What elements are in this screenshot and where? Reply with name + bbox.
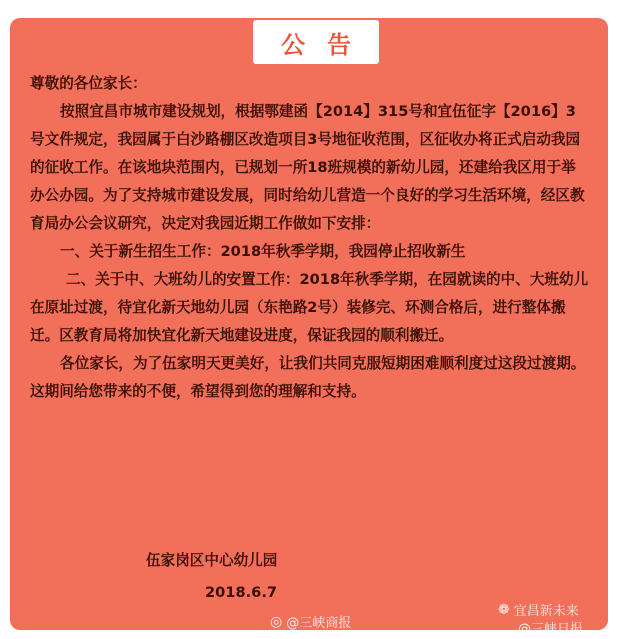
item-enrollment: 一、关于新生招生工作：2018年秋季学期，我园停止招收新生 (60, 243, 466, 260)
wechat-watermark (498, 600, 579, 619)
notice-date: 2018.6.7 (205, 584, 278, 601)
notice-title: 公告 (253, 20, 379, 64)
signature: 伍家岗区中心幼儿园 (146, 552, 278, 569)
weibo-watermark-right-text: @三峡日报 (518, 622, 584, 637)
wechat-watermark-text: 宜昌新未来 (513, 604, 579, 619)
notice-body (30, 70, 590, 406)
weibo-watermark-text: @三峡商报 (286, 616, 352, 631)
weibo-watermark-right (518, 618, 583, 637)
paragraph-main: 按照宜昌市城市建设规划，根据鄂建函【2014】315号和宜伍征字【2016】3号文件规定，我园属于白沙路棚区改造项目3号地征收范围，区征收办将正式启动我园的征收工作。在该地块范围内，已规划一所18班规模的新幼儿园，还建给我区用于举办公办园。为了支持城市建设发展，同时给幼儿营造一个良好的学习生活环境，经区教育局办公会议研究，决定对我园近期工作做如下安排： (30, 103, 585, 232)
closing-paragraph: 各位家长，为了伍家明天更美好，让我们共同克服短期困难顺利度过这段过渡期。这期间给您带来的不便，希望得到您的理解和支持。 (30, 355, 586, 400)
greeting: 尊敬的各位家长： (30, 75, 147, 92)
item-placement: 二、关于中、大班幼儿的安置工作：2018年秋季学期，在园就读的中、大班幼儿在原址过渡，待宜化新天地幼儿园（东艳路2号）装修完、环测合格后，进行整体搬迁。区教育局将加快宜化新天地建设进度，保证我园的顺利搬迁。 (30, 271, 589, 344)
weibo-icon: ◎ (270, 613, 283, 630)
weibo-watermark-left (270, 612, 351, 631)
wechat-icon: ❁ (498, 601, 510, 618)
